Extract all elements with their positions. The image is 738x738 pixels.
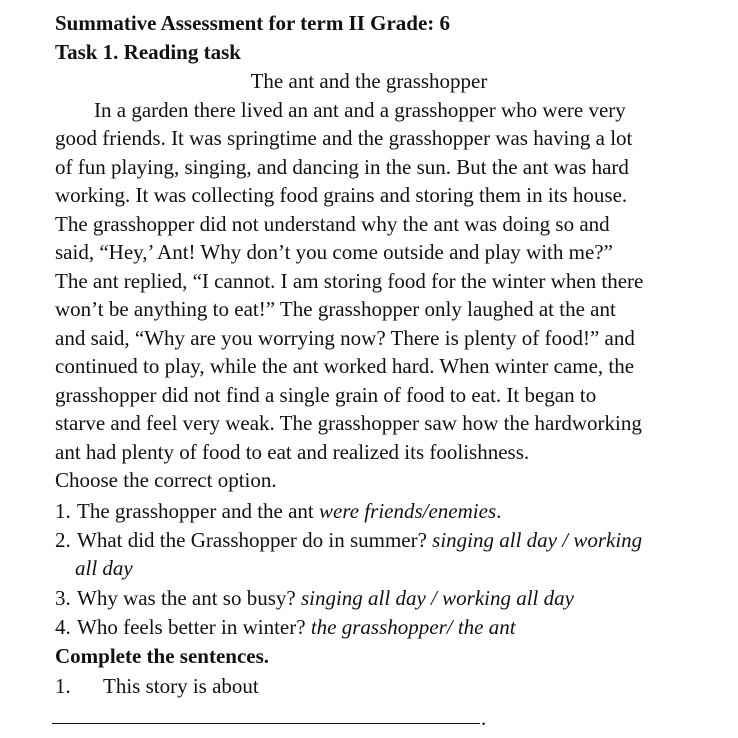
question-number: 4. xyxy=(55,615,71,639)
question-text: Why was the ant so busy? xyxy=(77,586,301,610)
question-number: 3. xyxy=(55,586,71,610)
task-heading: Task 1. Reading task xyxy=(55,40,241,64)
story-line: good friends. It was springtime and the grasshopper was having a lot xyxy=(55,126,633,150)
sentence-number: 1. xyxy=(55,674,71,698)
question-options[interactable]: the grasshopper/ the ant xyxy=(310,615,516,639)
question-number: 1. xyxy=(55,499,71,523)
sentence-1 xyxy=(55,673,259,699)
story-line: The grasshopper did not understand why the ant was doing so and xyxy=(55,212,610,236)
question-end: . xyxy=(496,499,502,523)
story-line: of fun playing, singing, and dancing in the sun. But the ant was hard xyxy=(55,155,629,179)
answer-blank[interactable] xyxy=(52,723,480,724)
question-number: 2. xyxy=(55,528,71,552)
sentence-text: This story is about xyxy=(103,674,259,698)
question-options[interactable]: singing all day / working xyxy=(432,528,643,552)
question-text: What did the Grasshopper do in summer? xyxy=(77,528,433,552)
question-text: The grasshopper and the ant xyxy=(77,499,320,523)
story-line: and said, “Why are you worrying now? There is plenty of food!” and xyxy=(55,326,635,350)
story-line: working. It was collecting food grains and storing them in its house. xyxy=(55,183,628,207)
question-3 xyxy=(55,585,574,611)
question-1 xyxy=(55,498,501,524)
story-title: The ant and the grasshopper xyxy=(250,69,488,93)
story-line: starve and feel very weak. The grasshopper saw how the hardworking xyxy=(55,411,642,435)
story-line: won’t be anything to eat!” The grasshopper only laughed at the ant xyxy=(55,297,616,321)
choose-instruction: Choose the correct option. xyxy=(55,468,277,492)
story-line: The ant replied, “I cannot. I am storing food for the winter when there xyxy=(55,269,644,293)
story-line: grasshopper did not find a single grain of food to eat. It began to xyxy=(55,383,597,407)
story-line: In a garden there lived an ant and a grasshopper who were very xyxy=(94,98,626,122)
question-options[interactable]: singing all day / working all day xyxy=(300,586,574,610)
complete-heading: Complete the sentences. xyxy=(55,644,270,668)
story-line: continued to play, while the ant worked hard. When winter came, the xyxy=(55,354,635,378)
question-text: Who feels better in winter? xyxy=(77,615,311,639)
story-line: said, “Hey,’ Ant! Why don’t you come outside and play with me?” xyxy=(55,240,613,264)
story-line: ant had plenty of food to eat and realized its foolishness. xyxy=(55,440,530,464)
question-4 xyxy=(55,614,516,640)
answer-end-mark: . xyxy=(481,706,487,730)
question-options-continued[interactable]: all day xyxy=(75,556,133,580)
question-options[interactable]: were friends/enemies xyxy=(319,499,497,523)
assessment-title: Summative Assessment for term II Grade: 6 xyxy=(55,11,451,35)
question-2 xyxy=(55,527,642,553)
